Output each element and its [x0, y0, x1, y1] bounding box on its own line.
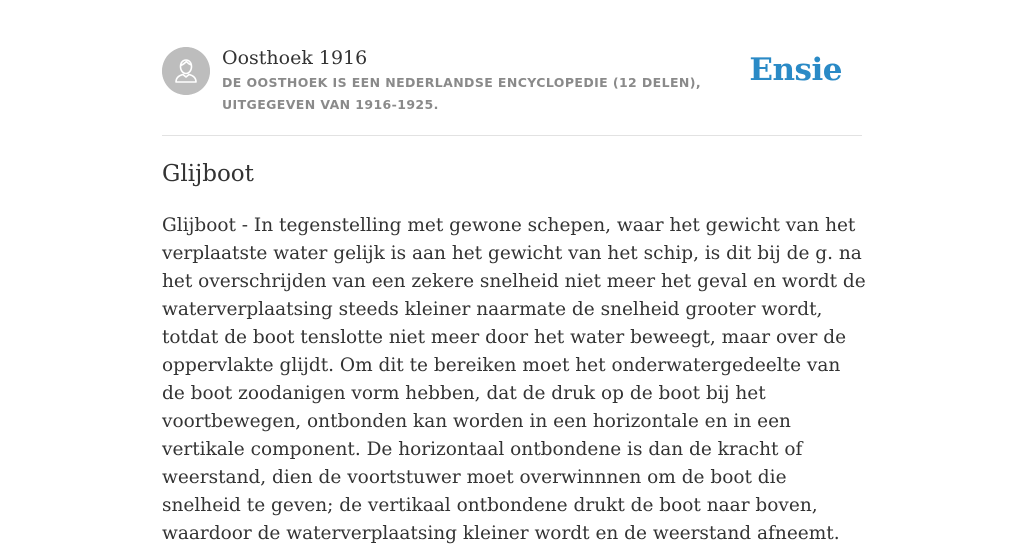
source-description: DE OOSTHOEK IS EEN NEDERLANDSE ENCYCLOPEDIE (12 DELEN), UITGEGEVEN VAN 1916-1925. — [222, 75, 702, 112]
source-title[interactable]: Oosthoek 1916 — [222, 47, 368, 69]
ensie-logo[interactable]: Ensie — [749, 52, 842, 88]
source-header — [162, 46, 862, 116]
user-avatar-icon[interactable] — [162, 47, 210, 95]
entry-body: Glijboot - In tegenstelling met gewone schepen, waar het gewicht van het verplaatste water gelijk is aan het gewicht van het schip, is dit bij de g. na het overschrijden van een zekere snelheid niet meer het geval en wordt de waterverplaatsing steeds kleiner naarmate de snelheid grooter wordt, totdat de boot tenslotte niet meer door het water beweegt, maar over de oppervlakte glijdt. Om dit te bereiken moet het onderwatergedeelte van de boot zoodanigen vorm hebben, dat de druk op de boot bij het voortbewegen, ontbonden kan worden in een horizontale en in een vertikale component. De horizontaal ontbondene is dan de kracht of weerstand, dien de voortstuwer moet overwinnnen om de boot die snelheid te geven; de vertikaal ontbondene drukt de boot naar boven, waardoor de waterverplaatsing kleiner wordt en de weerstand afneemt. — [162, 215, 866, 544]
divider — [162, 135, 862, 136]
entry-title: Glijboot — [162, 161, 254, 187]
